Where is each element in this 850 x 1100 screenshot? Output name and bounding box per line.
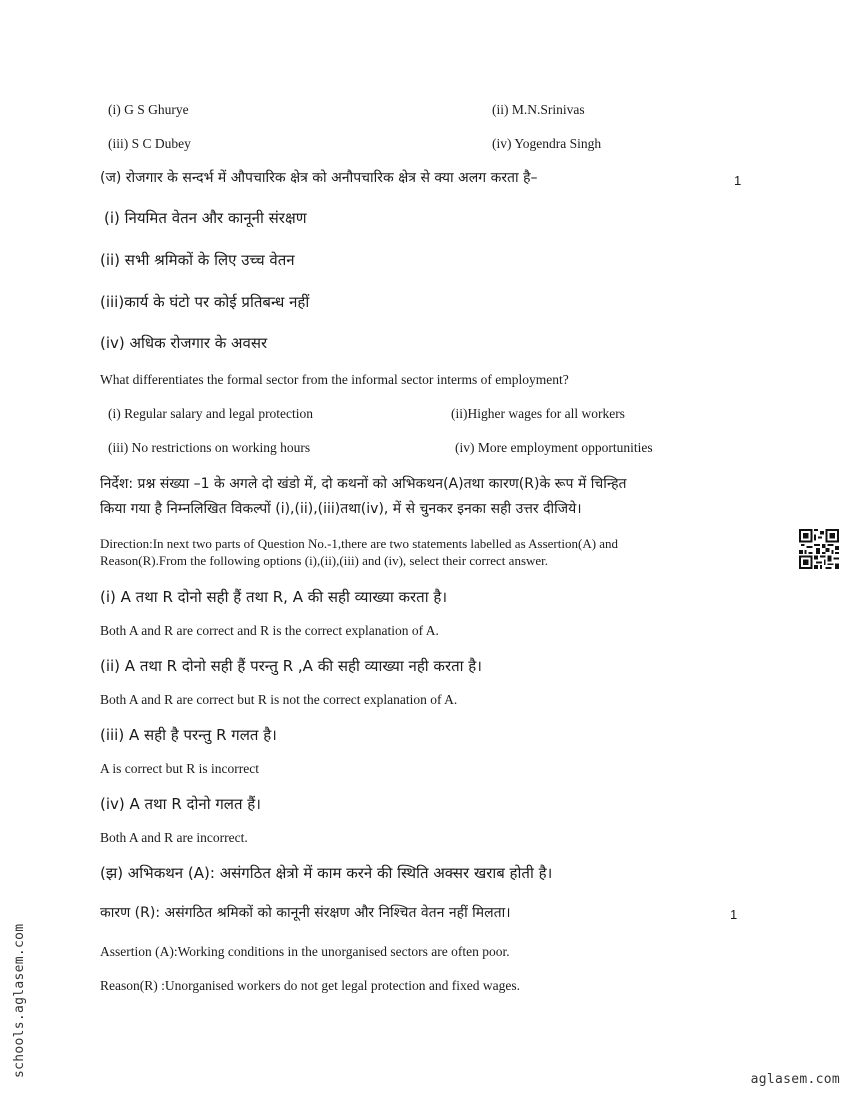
question-jha-reason-english: Reason(R) :Unorganised workers do not get legal protection and fixed wages. bbox=[100, 978, 521, 993]
ar-option-4-english: Both A and R are incorrect. bbox=[100, 830, 248, 845]
instructions-english-line-2: Reason(R).From the following options (i),(ii),(iii) and (iv), select their correct answer. bbox=[100, 553, 549, 568]
question-ja-hindi-option-4: (iv) अधिक रोजगार के अवसर bbox=[100, 334, 268, 352]
footer-watermark: aglasem.com bbox=[750, 1072, 840, 1087]
question-jha-assertion-english: Assertion (A):Working conditions in the unorganised sectors are often poor. bbox=[100, 944, 510, 959]
question-ja-marks: 1 bbox=[734, 173, 742, 188]
ar-option-3-english: A is correct but R is incorrect bbox=[100, 761, 259, 776]
qr-code-icon bbox=[799, 529, 839, 569]
question-ja-english-option-2: (ii)Higher wages for all workers bbox=[451, 406, 625, 421]
prev-q-option-2: (ii) M.N.Srinivas bbox=[492, 102, 585, 117]
side-watermark-text: schools.aglasem.com bbox=[12, 923, 27, 1078]
question-ja-english: What differentiates the formal sector from the informal sector interms of employment? bbox=[100, 372, 569, 387]
question-ja-hindi-option-3: (iii)कार्य के घंटो पर कोई प्रतिबन्ध नहीं bbox=[100, 293, 310, 311]
instructions-english-line-1: Direction:In next two parts of Question No.-1,there are two statements labelled as Assertion(A) and bbox=[100, 536, 619, 551]
instructions-hindi-line-1: निर्देश: प्रश्न संख्या –1 के अगले दो खंडो में, दो कथनों को अभिकथन(A)तथा कारण(R)के रूप में चिन्हित bbox=[100, 476, 627, 492]
prev-q-option-4: (iv) Yogendra Singh bbox=[492, 136, 602, 151]
ar-option-3-hindi: (iii) A सही है परन्तु R गलत है। bbox=[100, 726, 277, 744]
question-jha-marks: 1 bbox=[730, 907, 738, 922]
ar-option-4-hindi: (iv) A तथा R दोनो गलत हैं। bbox=[100, 795, 261, 813]
question-ja-english-option-4: (iv) More employment opportunities bbox=[455, 440, 653, 455]
prev-q-option-3: (iii) S C Dubey bbox=[108, 136, 191, 151]
question-jha-assertion-hindi: (झ) अभिकथन (A): असंगठित क्षेत्रो में काम करने की स्थिति अक्सर खराब होती है। bbox=[100, 864, 553, 882]
question-ja-hindi-option-2: (ii) सभी श्रमिकों के लिए उच्च वेतन bbox=[100, 251, 295, 269]
side-watermark bbox=[8, 900, 30, 1080]
question-ja-english-option-1: (i) Regular salary and legal protection bbox=[108, 406, 314, 421]
prev-q-option-1: (i) G S Ghurye bbox=[108, 102, 189, 117]
question-jha-reason-hindi: कारण (R): असंगठित श्रमिकों को कानूनी संरक्षण और निश्चित वेतन नहीं मिलता। bbox=[100, 905, 511, 921]
question-ja-hindi-option-1: (i) नियमित वेतन और कानूनी संरक्षण bbox=[104, 209, 307, 227]
ar-option-2-hindi: (ii) A तथा R दोनो सही हैं परन्तु R ,A की सही व्याख्या नही करता है। bbox=[100, 657, 482, 675]
ar-option-1-english: Both A and R are correct and R is the correct explanation of A. bbox=[100, 623, 439, 638]
question-ja-hindi: (ज) रोजगार के सन्दर्भ में औपचारिक क्षेत्र को अनौपचारिक क्षेत्र से क्या अलग करता है– bbox=[100, 170, 538, 186]
question-ja-english-option-3: (iii) No restrictions on working hours bbox=[108, 440, 311, 455]
instructions-hindi-line-2: किया गया है निम्नलिखित विकल्पों (i),(ii),(iii)तथा(iv), में से चुनकर इनका सही उत्तर दीजिये। bbox=[100, 501, 582, 517]
ar-option-2-english: Both A and R are correct but R is not the correct explanation of A. bbox=[100, 692, 458, 707]
ar-option-1-hindi: (i) A तथा R दोनो सही हैं तथा R, A की सही व्याख्या करता है। bbox=[100, 588, 448, 606]
